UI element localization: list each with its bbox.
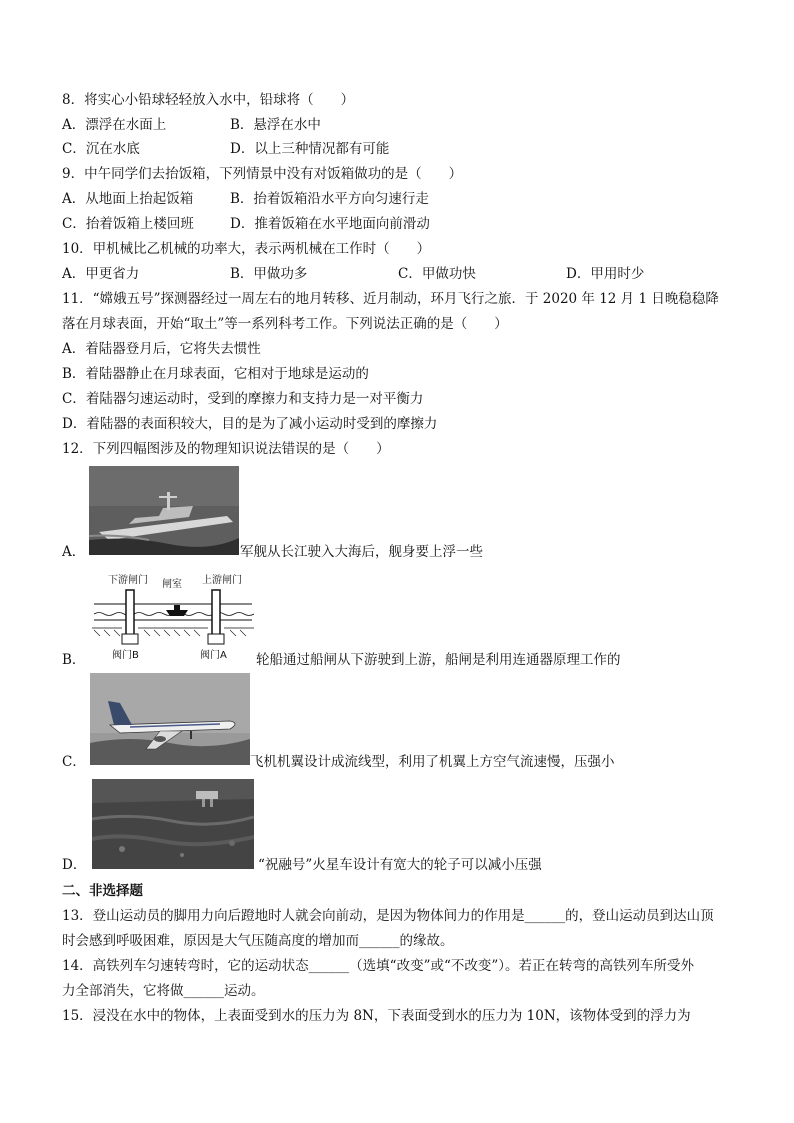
q12-option-a-text: 军舰从长江驶入大海后，舰身要上浮一些 [240, 544, 483, 560]
ship-lock-diagram [92, 570, 254, 662]
q9-option-a: A．从地面上抬起饭箱 [62, 191, 194, 207]
warship-photo [89, 466, 239, 555]
upstream-gate-label: 上游闸门 [202, 575, 242, 586]
q12-option-a-label: A． [62, 544, 86, 560]
q9-options-row2 [62, 215, 762, 233]
downstream-gate-label: 下游闸门 [108, 575, 148, 586]
q15-line1: 15．浸没在水中的物体，上表面受到水的压力为 8N，下表面受到水的压力为 10N，该物体受到的浮力为 [62, 1008, 691, 1024]
section-heading: 二、非选择题 [62, 883, 143, 899]
q9-options-row1 [62, 190, 762, 208]
q8-options-row2 [62, 140, 762, 158]
q12-option-d-text: “祝融号”火星车设计有宽大的轮子可以减小压强 [258, 857, 542, 873]
q8-option-d: D．以上三种情况都有可能 [230, 141, 390, 157]
q11-option-b: B．着陆器静止在月球表面，它相对于地球是运动的 [62, 366, 369, 382]
q9-option-c: C．抬着饭箱上楼回班 [62, 216, 194, 232]
q10-options-row [62, 265, 762, 283]
q8-stem: 8．将实心小铅球轻轻放入水中，铅球将（ ） [62, 92, 355, 108]
q12-option-b-label: B． [62, 652, 86, 668]
q13-line2: 时会感到呼吸困难，原因是大气压随高度的增加而______的缘故。 [62, 933, 454, 949]
q14-line1: 14．高铁列车匀速转弯时，它的运动状态______（选填“改变”或“不改变”）。若正在转弯的高铁列车所受外 [62, 958, 695, 974]
q14-line2: 力全部消失，它将做______运动。 [62, 983, 265, 999]
q12-option-c-label: C． [62, 754, 86, 770]
valve-a-label: 阀门A [200, 650, 227, 661]
chamber-label: 闸室 [162, 579, 182, 590]
q9-stem: 9．中午同学们去抬饭箱，下列情景中没有对饭箱做功的是（ ） [62, 166, 463, 182]
q10-option-c: C．甲做功快 [398, 266, 476, 282]
q11-option-d: D．着陆器的表面积较大，目的是为了减小运动时受到的摩擦力 [62, 416, 438, 432]
q10-option-d: D．甲用时少 [566, 266, 645, 282]
q8-option-c: C．沉在水底 [62, 141, 140, 157]
mars-rover-photo [92, 779, 254, 869]
q11-option-a: A．着陆器登月后，它将失去惯性 [62, 341, 261, 357]
q12-option-c-text: 飞机机翼设计成流线型，利用了机翼上方空气流速慢，压强小 [250, 754, 615, 770]
airplane-photo [90, 673, 250, 765]
q11-stem-line2: 落在月球表面，开始“取土”等一系列科考工作。下列说法正确的是（ ） [62, 316, 508, 332]
q8-option-b: B．悬浮在水中 [230, 117, 321, 133]
q10-stem: 10．甲机械比乙机械的功率大，表示两机械在工作时（ ） [62, 241, 431, 257]
q9-option-b: B．抬着饭箱沿水平方向匀速行走 [230, 191, 429, 207]
q12-option-b-text: 轮船通过船闸从下游驶到上游，船闸是利用连通器原理工作的 [256, 652, 621, 668]
q8-option-a: A．漂浮在水面上 [62, 117, 167, 133]
q10-option-a: A．甲更省力 [62, 266, 140, 282]
q12-option-d-label: D． [62, 857, 87, 873]
q9-option-d: D．推着饭箱在水平地面向前滑动 [230, 216, 430, 232]
q12-stem: 12．下列四幅图涉及的物理知识说法错误的是（ ） [62, 441, 390, 457]
valve-b-label: 阀门B [112, 650, 139, 661]
q10-option-b: B．甲做功多 [230, 266, 308, 282]
q8-options-row1 [62, 116, 762, 134]
q11-option-c: C．着陆器匀速运动时，受到的摩擦力和支持力是一对平衡力 [62, 391, 424, 407]
q13-line1: 13．登山运动员的脚用力向后蹬地时人就会向前动，是因为物体间力的作用是______的，登山运动员到达山顶 [62, 908, 714, 924]
q11-stem-line1: 11．“嫦娥五号”探测器经过一周左右的地月转移、近月制动，环月飞行之旅．于 2020 年 12 月 1 日晚稳稳降 [62, 291, 719, 307]
